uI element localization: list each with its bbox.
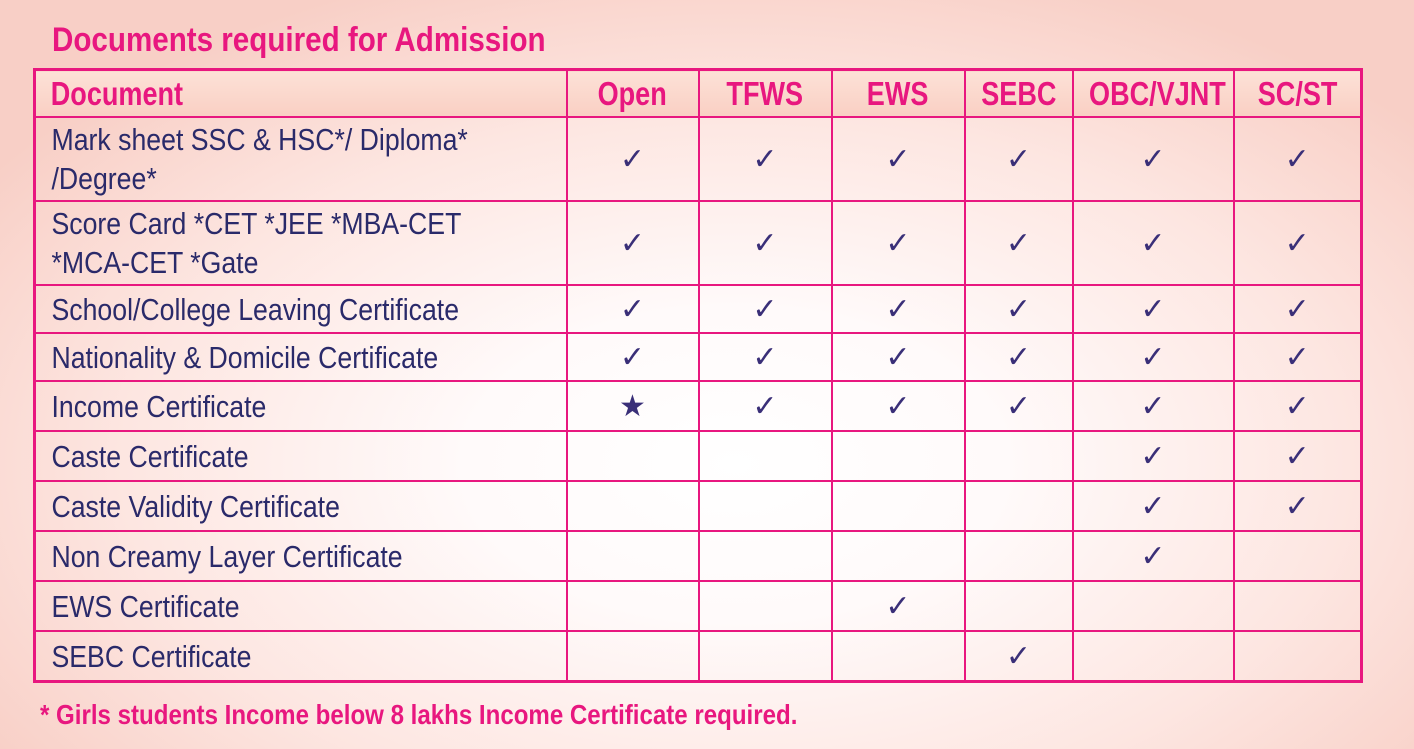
empty-cell xyxy=(1234,631,1362,682)
empty-cell xyxy=(965,581,1073,631)
check-icon: ✓ xyxy=(1234,381,1362,431)
check-icon: ✓ xyxy=(965,381,1073,431)
column-header-document: Document xyxy=(35,70,567,118)
table-row xyxy=(35,381,1362,431)
document-name: Caste Validity Certificate xyxy=(51,488,340,524)
table-row xyxy=(35,581,1362,631)
empty-cell xyxy=(965,431,1073,481)
check-icon: ✓ xyxy=(965,285,1073,333)
table-row xyxy=(35,333,1362,381)
check-icon: ✓ xyxy=(699,117,832,201)
column-header-obc-vjnt: OBC/VJNT xyxy=(1073,70,1234,118)
check-icon: ✓ xyxy=(1073,117,1234,201)
column-header-sebc: SEBC xyxy=(965,70,1073,118)
empty-cell xyxy=(699,481,832,531)
column-header-open: Open xyxy=(567,70,699,118)
document-name: SEBC Certificate xyxy=(51,638,252,674)
footnote: * Girls students Income below 8 lakhs Income Certificate required. xyxy=(40,699,798,730)
table-row xyxy=(35,631,1362,682)
check-icon: ✓ xyxy=(965,631,1073,682)
check-icon: ✓ xyxy=(1073,201,1234,285)
empty-cell xyxy=(832,531,965,581)
empty-cell xyxy=(965,531,1073,581)
check-icon: ✓ xyxy=(1234,481,1362,531)
empty-cell xyxy=(567,481,699,531)
check-icon: ✓ xyxy=(1073,481,1234,531)
column-header-sc-st: SC/ST xyxy=(1234,70,1362,118)
check-icon: ✓ xyxy=(832,581,965,631)
empty-cell xyxy=(1234,531,1362,581)
document-name-cell xyxy=(35,117,567,201)
table-row xyxy=(35,431,1362,481)
check-icon: ✓ xyxy=(699,285,832,333)
check-icon: ✓ xyxy=(1234,333,1362,381)
document-name-cell xyxy=(35,285,567,333)
check-icon: ✓ xyxy=(832,117,965,201)
check-icon: ✓ xyxy=(1073,531,1234,581)
check-icon: ✓ xyxy=(699,201,832,285)
table-header-row xyxy=(35,70,1362,118)
empty-cell xyxy=(699,431,832,481)
check-icon: ✓ xyxy=(699,381,832,431)
document-name: Score Card *CET *JEE *MBA-CET *MCA-CET *Gate xyxy=(51,206,461,280)
document-name: Non Creamy Layer Certificate xyxy=(51,538,403,574)
check-icon: ✓ xyxy=(1073,431,1234,481)
check-icon: ✓ xyxy=(1234,431,1362,481)
check-icon: ✓ xyxy=(965,333,1073,381)
check-icon: ✓ xyxy=(567,333,699,381)
check-icon: ✓ xyxy=(1073,333,1234,381)
empty-cell xyxy=(699,581,832,631)
document-name-cell xyxy=(35,201,567,285)
empty-cell xyxy=(832,481,965,531)
star-icon: ★ xyxy=(567,381,699,431)
table-row xyxy=(35,285,1362,333)
empty-cell xyxy=(1234,581,1362,631)
document-name: Caste Certificate xyxy=(51,438,249,474)
table-row xyxy=(35,531,1362,581)
check-icon: ✓ xyxy=(1234,285,1362,333)
check-icon: ✓ xyxy=(832,201,965,285)
document-name-cell xyxy=(35,381,567,431)
column-header-tfws: TFWS xyxy=(699,70,832,118)
documents-table xyxy=(33,68,1363,683)
check-icon: ✓ xyxy=(1234,117,1362,201)
empty-cell xyxy=(567,431,699,481)
check-icon: ✓ xyxy=(965,201,1073,285)
table-row xyxy=(35,117,1362,201)
document-name-cell xyxy=(35,481,567,531)
table-row xyxy=(35,201,1362,285)
check-icon: ✓ xyxy=(832,381,965,431)
check-icon: ✓ xyxy=(832,333,965,381)
check-icon: ✓ xyxy=(567,117,699,201)
document-name-cell xyxy=(35,431,567,481)
document-name-cell xyxy=(35,631,567,682)
empty-cell xyxy=(832,431,965,481)
empty-cell xyxy=(965,481,1073,531)
document-name: EWS Certificate xyxy=(51,588,240,624)
document-name: Mark sheet SSC & HSC*/ Diploma* /Degree* xyxy=(51,122,468,196)
empty-cell xyxy=(1073,631,1234,682)
empty-cell xyxy=(567,631,699,682)
document-name-cell xyxy=(35,531,567,581)
page-title: Documents required for Admission xyxy=(52,21,546,59)
empty-cell xyxy=(832,631,965,682)
document-name: Income Certificate xyxy=(51,388,267,424)
check-icon: ✓ xyxy=(1234,201,1362,285)
document-name-cell xyxy=(35,581,567,631)
check-icon: ✓ xyxy=(1073,381,1234,431)
table-body xyxy=(35,117,1362,682)
empty-cell xyxy=(1073,581,1234,631)
table-row xyxy=(35,481,1362,531)
empty-cell xyxy=(567,531,699,581)
check-icon: ✓ xyxy=(699,333,832,381)
document-name: School/College Leaving Certificate xyxy=(51,291,460,327)
document-name: Nationality & Domicile Certificate xyxy=(51,339,439,375)
column-header-ews: EWS xyxy=(832,70,965,118)
empty-cell xyxy=(699,631,832,682)
check-icon: ✓ xyxy=(965,117,1073,201)
check-icon: ✓ xyxy=(832,285,965,333)
check-icon: ✓ xyxy=(567,285,699,333)
check-icon: ✓ xyxy=(567,201,699,285)
empty-cell xyxy=(567,581,699,631)
check-icon: ✓ xyxy=(1073,285,1234,333)
document-name-cell xyxy=(35,333,567,381)
empty-cell xyxy=(699,531,832,581)
